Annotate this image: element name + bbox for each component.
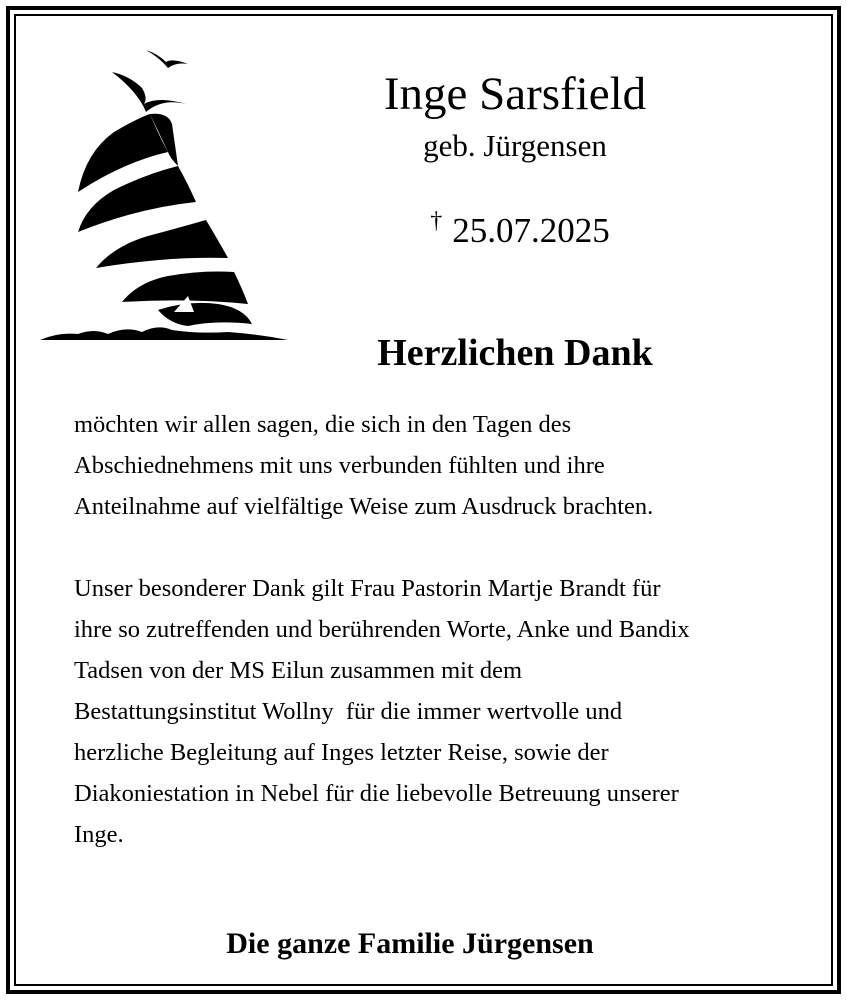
family-signature: Die ganze Familie Jürgensen: [226, 927, 594, 960]
death-date-line: [380, 196, 660, 256]
thanks-heading: Herzlichen Dank: [377, 332, 653, 374]
message-body: [74, 404, 814, 855]
text-line: ihre so zutreffenden und berührenden Worte, Anke und Bandix: [74, 616, 690, 643]
death-date: 25.07.2025: [452, 211, 610, 250]
text-line: Diakoniestation in Nebel für die liebevolle Betreuung unserer: [74, 780, 679, 807]
seagull-icon: [112, 72, 186, 112]
sailing-ship-icon: [38, 42, 292, 344]
text-line: herzliche Begleitung auf Inges letzter Reise, sowie der: [74, 739, 609, 766]
cross-icon: †: [430, 208, 443, 234]
text-line: Inge.: [74, 821, 124, 848]
text-line: Bestattungsinstitut Wollny für die immer wertvolle und: [74, 698, 623, 725]
text-line: Unser besonderer Dank gilt Frau Pastorin Martje Brandt für: [74, 575, 661, 602]
text-line: Abschiednehmens mit uns verbunden fühlten und ihre: [74, 452, 605, 479]
text-line: Tadsen von der MS Eilun zusammen mit dem: [74, 657, 523, 684]
message-paragraph: [74, 568, 814, 855]
seagull-icon: [146, 50, 188, 68]
text-line: Anteilnahme auf vielfältige Weise zum Ausdruck brachten.: [74, 493, 654, 520]
maiden-name: geb. Jürgensen: [423, 128, 607, 163]
text-line: möchten wir allen sagen, die sich in den Tagen des: [74, 411, 572, 438]
message-paragraph: [74, 404, 814, 527]
deceased-name: Inge Sarsfield: [383, 68, 647, 120]
